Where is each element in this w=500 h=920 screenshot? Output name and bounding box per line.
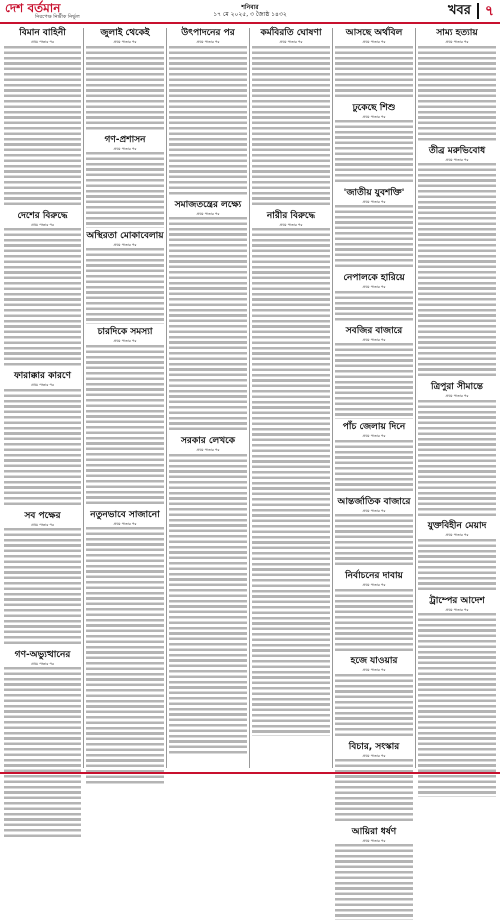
article-body-text <box>252 46 330 208</box>
article-headline: নারীর বিরুদ্ধে <box>266 210 316 221</box>
article-byline: প্রথম পাতার পর <box>362 838 386 843</box>
article <box>335 103 413 185</box>
article-byline: প্রথম পাতার পর <box>362 285 386 290</box>
brand-tagline: নিরপেক্ষ নির্ভীক নির্ভুল <box>35 14 80 20</box>
article-headline: ত্রিপুরা সীমান্তে <box>431 382 483 393</box>
article-headline: উৎপাদনের পর <box>181 28 235 38</box>
article-byline: প্রথম পাতার পর <box>31 661 54 666</box>
article-byline: প্রথম পাতার পর <box>362 199 386 204</box>
article-byline: প্রথম পাতার পর <box>362 753 386 758</box>
article-body-text <box>335 46 413 100</box>
article-byline: প্রথম পাতার পর <box>113 339 137 344</box>
article-body-text <box>4 228 81 368</box>
article-body-text <box>335 440 413 494</box>
column-divider <box>249 28 250 768</box>
article-headline: সব পক্ষের <box>24 510 61 521</box>
article-headline: ট্রাম্পের আদেশ <box>429 595 485 606</box>
article-body-text <box>335 674 413 739</box>
article-headline: গণ-প্রশাসন <box>104 134 146 145</box>
article-body-text <box>86 152 164 228</box>
article <box>418 596 496 797</box>
article <box>86 135 164 228</box>
article <box>335 497 413 569</box>
article-byline: প্রথম পাতার পর <box>445 394 469 399</box>
article <box>4 371 81 507</box>
article <box>252 28 330 208</box>
column-2 <box>86 28 164 768</box>
article-body-text <box>86 527 164 786</box>
article-headline: সরকার লেখকে <box>180 436 236 447</box>
article-headline: অস্থিরতা মোকাবেলায় <box>86 230 164 241</box>
masthead <box>0 0 500 22</box>
weekday: শনিবার <box>241 4 259 11</box>
article-headline: দেশের বিরুদ্ধে <box>17 210 68 221</box>
article-body-text <box>252 228 330 736</box>
article-headline: সমাজতন্ত্রের লক্ষ্যে <box>174 199 242 210</box>
article-headline: বিচার, সংস্কার <box>348 741 400 752</box>
article-body-text <box>335 844 413 920</box>
article-body-text <box>335 589 413 654</box>
article <box>4 650 81 840</box>
article-byline: প্রথম পাতার পর <box>31 383 54 388</box>
column-divider <box>332 28 333 768</box>
article-body-text <box>335 205 413 270</box>
article-byline: প্রথম পাতার পর <box>113 242 137 247</box>
article-byline: প্রথম পাতার পর <box>196 448 220 453</box>
article-body-text <box>335 291 413 323</box>
article <box>252 211 330 736</box>
column-divider <box>83 28 84 768</box>
article-byline: প্রথম পাতার পর <box>362 337 386 342</box>
article-body-text <box>4 528 81 647</box>
article-body-text <box>418 539 496 593</box>
article <box>335 422 413 494</box>
article-byline: প্রথম পাতার পর <box>196 40 220 44</box>
article-body-text <box>86 248 164 324</box>
article-byline: প্রথম পাতার পর <box>362 668 386 673</box>
article-headline: তীব্র মরুভিবোধ <box>428 145 486 156</box>
article-body-text <box>86 345 164 507</box>
column-1 <box>4 28 81 768</box>
article-headline: সবজির বাজারে <box>345 325 403 336</box>
article-headline: 'জাতীয় যুবশক্তি' <box>343 187 405 198</box>
article-body-text <box>4 667 81 840</box>
article-body-text <box>169 217 247 433</box>
article-body-text <box>335 343 413 419</box>
article-byline: প্রথম পাতার পর <box>445 607 469 612</box>
article-headline: হজে যাওয়ার <box>350 656 398 667</box>
article-body-text <box>169 454 247 756</box>
dateline <box>190 4 310 18</box>
section-label <box>440 0 494 22</box>
article-headline: ফারাক্কার কারণে <box>14 371 71 382</box>
article-headline: সাম্য হত্যায় <box>436 28 478 38</box>
article-headline: বিমান বাহিনী <box>19 28 66 38</box>
article <box>169 436 247 756</box>
article <box>335 188 413 270</box>
article-byline: প্রথম পাতার পর <box>445 40 469 44</box>
article-headline: নেপালকে হারিয়ে <box>343 273 405 284</box>
article-body-text <box>418 613 496 797</box>
article <box>86 28 164 132</box>
article-byline: প্রথম পাতার পর <box>279 40 303 44</box>
article-body-text <box>418 163 496 379</box>
article <box>169 200 247 434</box>
article-headline: ঢুকেছে শিশু <box>352 102 396 113</box>
article-byline: প্রথম পাতার পর <box>362 583 386 588</box>
article-byline: প্রথম পাতার পর <box>31 522 54 527</box>
article-body-text <box>335 120 413 185</box>
article <box>335 28 413 100</box>
article-byline: প্রথম পাতার পর <box>31 222 54 227</box>
article <box>335 827 413 920</box>
article-byline: প্রথম পাতার পর <box>31 40 54 44</box>
article-body-text <box>335 759 413 824</box>
article <box>86 510 164 787</box>
article-headline: পাঁচ জেলায় দিনে <box>342 422 406 433</box>
article-headline: নতুনভাবে সাজানো <box>90 509 160 520</box>
article-headline: চারদিকে সমস্যা <box>97 327 153 338</box>
article-body-text <box>86 46 164 132</box>
section-name: খবর <box>447 2 471 18</box>
date: ১৭ মে ২০২৫, ৩ জ্যৈষ্ঠ ১৪৩২ <box>213 11 287 18</box>
article <box>4 211 81 369</box>
article-byline: প্রথম পাতার পর <box>362 114 386 119</box>
article-byline: প্রথম পাতার পর <box>362 508 386 513</box>
article-byline: প্রথম পাতার পর <box>362 434 386 439</box>
article-body-text <box>335 514 413 568</box>
article <box>169 28 247 197</box>
article <box>335 571 413 653</box>
article-byline: প্রথম পাতার পর <box>279 222 303 227</box>
article-byline: প্রথম পাতার পর <box>196 211 220 216</box>
article <box>335 742 413 824</box>
header-rule <box>0 22 500 24</box>
article-headline: আসছে অর্থবিল <box>345 28 403 38</box>
newspaper-logo <box>5 2 115 20</box>
column-6 <box>418 28 496 768</box>
column-5 <box>335 28 413 843</box>
article <box>418 521 496 593</box>
article-body-text <box>418 400 496 519</box>
article-headline: গণ-অভ্যুত্থানের <box>14 649 71 660</box>
article-byline: প্রথম পাতার পর <box>113 521 137 526</box>
article-byline: প্রথম পাতার পর <box>445 533 469 538</box>
article <box>418 146 496 380</box>
article-body-text <box>4 389 81 508</box>
article <box>335 326 413 419</box>
article-body-text <box>4 46 81 208</box>
article-headline: কর্মবিরতি ঘোষণা <box>260 28 322 38</box>
article-headline: আয়িরা ধর্ষণ <box>351 826 397 837</box>
column-3 <box>169 28 247 768</box>
article <box>335 273 413 323</box>
article-byline: প্রথম পাতার পর <box>113 146 137 151</box>
article-headline: যুক্তবিহীন মেয়াদ <box>427 521 487 532</box>
footer-rule <box>0 772 500 774</box>
article-byline: প্রথম পাতার পর <box>113 40 137 44</box>
article-byline: প্রথম পাতার পর <box>445 157 469 162</box>
article-body-text <box>169 46 247 197</box>
column-divider <box>166 28 167 768</box>
article-headline: নির্বাচনের দাবায় <box>345 571 403 582</box>
article <box>4 511 81 647</box>
article <box>86 327 164 507</box>
article-headline: আন্তর্জাতিক বাজারে <box>337 496 411 507</box>
brand-name: দেশ বর্তমান <box>5 1 61 15</box>
article <box>4 28 81 208</box>
column-divider <box>415 28 416 768</box>
article-body-text <box>418 46 496 143</box>
article <box>86 231 164 324</box>
article <box>418 382 496 518</box>
article <box>335 656 413 738</box>
article-headline: জুলাই থেকেই <box>100 28 150 38</box>
article-byline: প্রথম পাতার পর <box>362 40 386 44</box>
column-4 <box>252 28 330 768</box>
page-number: ৭ <box>484 3 494 19</box>
section-separator <box>477 3 479 19</box>
article <box>418 28 496 143</box>
